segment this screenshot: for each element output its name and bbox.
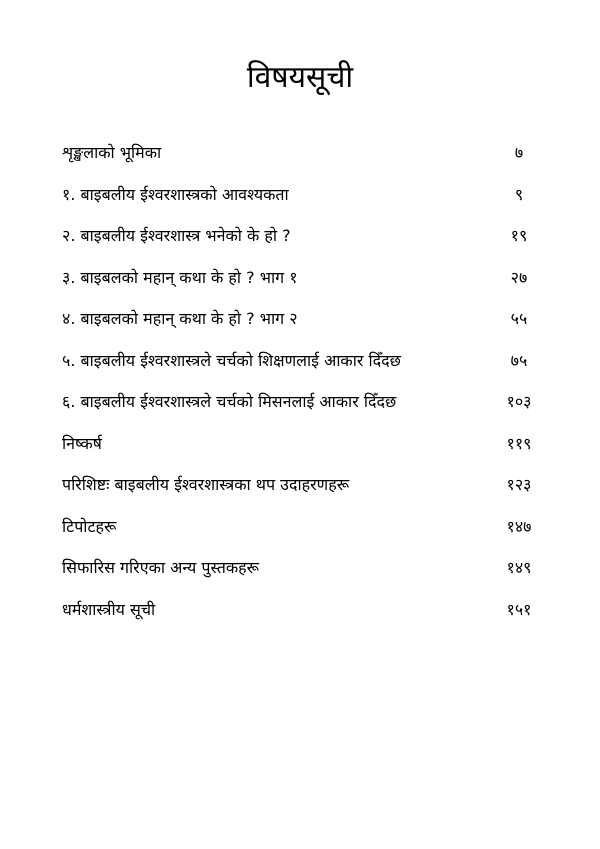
toc-entry-chapter-6 [0,385,600,427]
toc-entry-page-number: ११९ [506,433,532,453]
toc-entry-label: धर्मशास्त्रीय सूची [62,599,156,619]
toc-entry-label: २. बाइबलीय ईश्वरशास्त्र भनेको के हो ? [62,226,291,245]
toc-entry-page-number: ७५ [510,350,528,370]
toc-entry-page-number: ७ [514,143,524,162]
toc-entry-label: ४. बाइबलको महान् कथा के हो ? भाग २ [62,309,298,328]
toc-entry-chapter-5 [0,344,600,386]
toc-entry-page-number: १४७ [506,516,532,536]
toc-entry-page-number: १४९ [506,558,532,577]
toc-entry-page-number: १०३ [506,392,532,411]
toc-entry-page-number: १२३ [506,475,532,494]
toc-entry-scripture-index [0,593,600,635]
toc-entry-chapter-2 [0,219,600,261]
toc-entry-label: परिशिष्टः बाइबलीय ईश्वरशास्त्रका थप उदाहरणहरू [62,475,350,494]
toc-entry-label: ३. बाइबलको महान् कथा के हो ? भाग १ [62,267,298,287]
toc-entry-page-number: ५५ [510,309,528,328]
toc-entry-label: सिफारिस गरिएका अन्य पुस्तकहरू [62,558,260,577]
toc-entry-conclusion [0,427,600,469]
toc-entry-label: निष्कर्ष [62,433,102,453]
toc-entry-notes [0,510,600,552]
toc-entry-label: ५. बाइबलीय ईश्वरशास्त्रले चर्चको शिक्षणलाई आकार दिँदछ [62,350,401,370]
page-title: विषयसूची [246,60,354,95]
table-of-contents [0,136,600,634]
toc-entry-label: १. बाइबलीय ईश्वरशास्त्रको आवश्यकता [62,184,289,204]
toc-entry-appendix [0,468,600,510]
toc-entry-chapter-3 [0,261,600,303]
toc-entry-series-preface [0,136,600,178]
toc-entry-page-number: २७ [510,267,528,287]
toc-entry-chapter-1 [0,178,600,220]
toc-entry-page-number: १५१ [506,599,532,619]
toc-entry-page-number: ९ [514,184,524,204]
toc-entry-label: शृङ्खलाको भूमिका [62,143,162,162]
toc-entry-label: ६. बाइबलीय ईश्वरशास्त्रले चर्चको मिसनलाई आकार दिँदछ [62,392,397,411]
toc-entry-page-number: १९ [510,226,528,245]
toc-entry-recommended-books [0,551,600,593]
toc-entry-chapter-4 [0,302,600,344]
toc-entry-label: टिपोटहरू [62,516,117,536]
